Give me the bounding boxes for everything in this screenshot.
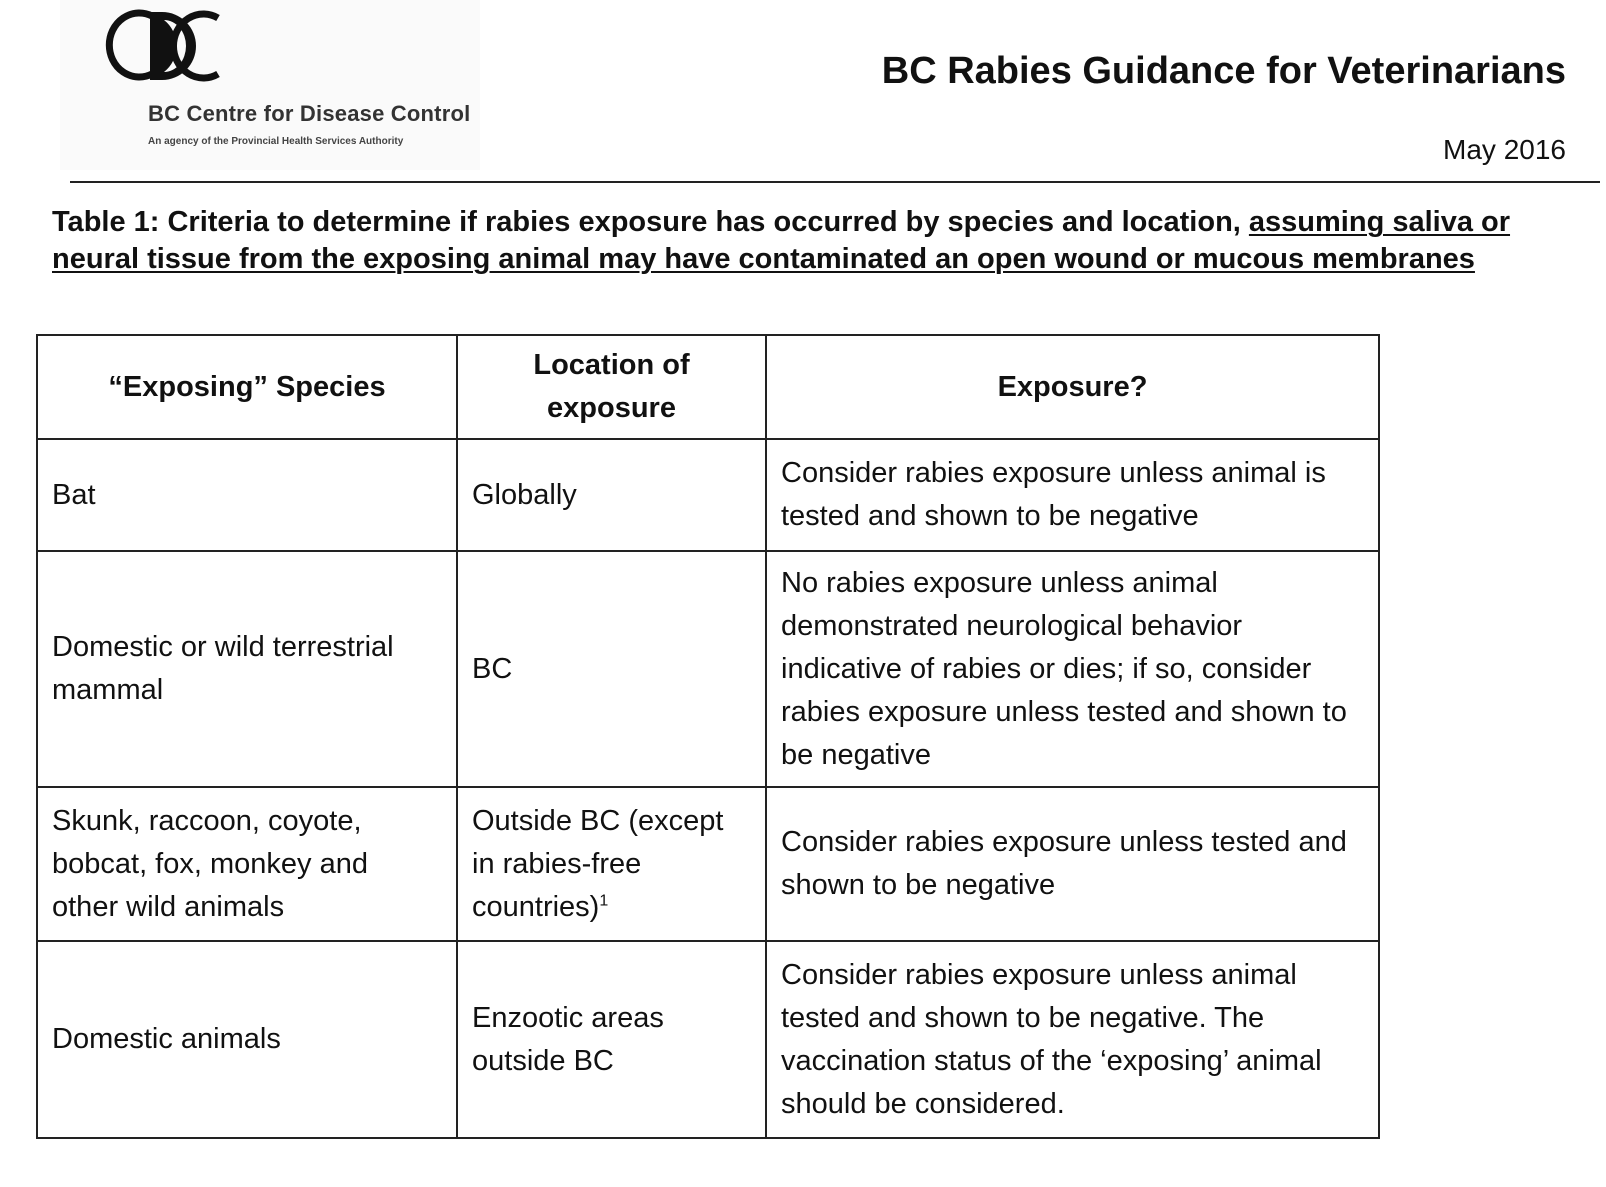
table-row	[37, 941, 1379, 1138]
table-row	[37, 551, 1379, 787]
document-date: May 2016	[1443, 134, 1566, 165]
caption-underlined: assuming saliva or neural tissue from the exposing animal may have contaminated an open wound or mucous membranes	[52, 206, 1511, 275]
header-divider	[70, 181, 1600, 183]
location-text: Globally	[472, 478, 577, 511]
table-caption	[52, 204, 1582, 278]
cell-location	[457, 787, 766, 941]
caption-prefix: Table 1: Criteria to determine if rabies exposure has occurred by species and location,	[52, 206, 1249, 238]
rabies-criteria-table	[36, 334, 1380, 1139]
cell-exposure: Consider rabies exposure unless animal tested and shown to be negative. The vaccination status of the ‘exposing’ animal should be considered.	[766, 941, 1379, 1138]
table-row	[37, 787, 1379, 941]
location-text: Enzootic areas outside BC	[472, 1001, 664, 1077]
header-species: “Exposing” Species	[37, 335, 457, 439]
cell-exposure: Consider rabies exposure unless animal is tested and shown to be negative	[766, 439, 1379, 551]
cdc-logo-mark	[90, 4, 230, 88]
table-row	[37, 439, 1379, 551]
cell-location	[457, 551, 766, 787]
cell-location	[457, 439, 766, 551]
cell-species: Bat	[37, 439, 457, 551]
location-text: BC	[472, 652, 513, 685]
header-exposure: Exposure?	[766, 335, 1379, 439]
bccdc-logo	[60, 0, 480, 170]
footnote-marker: 1	[599, 891, 609, 909]
page-header	[0, 0, 1606, 185]
cell-exposure: Consider rabies exposure unless tested and shown to be negative	[766, 787, 1379, 941]
table-header-row	[37, 335, 1379, 439]
document-title: BC Rabies Guidance for Veterinarians	[881, 50, 1566, 92]
header-location: Location of exposure	[457, 335, 766, 439]
cell-location	[457, 941, 766, 1138]
cell-species: Skunk, raccoon, coyote, bobcat, fox, monkey and other wild animals	[37, 787, 457, 941]
cell-species: Domestic animals	[37, 941, 457, 1138]
location-text: Outside BC (except in rabies-free countries)	[472, 804, 724, 923]
cell-species: Domestic or wild terrestrial mammal	[37, 551, 457, 787]
cell-exposure: No rabies exposure unless animal demonstrated neurological behavior indicative of rabies or dies; if so, consider rabies exposure unless tested and shown to be negative	[766, 551, 1379, 787]
org-name: BC Centre for Disease Control	[148, 101, 471, 126]
org-subtitle: An agency of the Provincial Health Services Authority	[148, 136, 404, 147]
